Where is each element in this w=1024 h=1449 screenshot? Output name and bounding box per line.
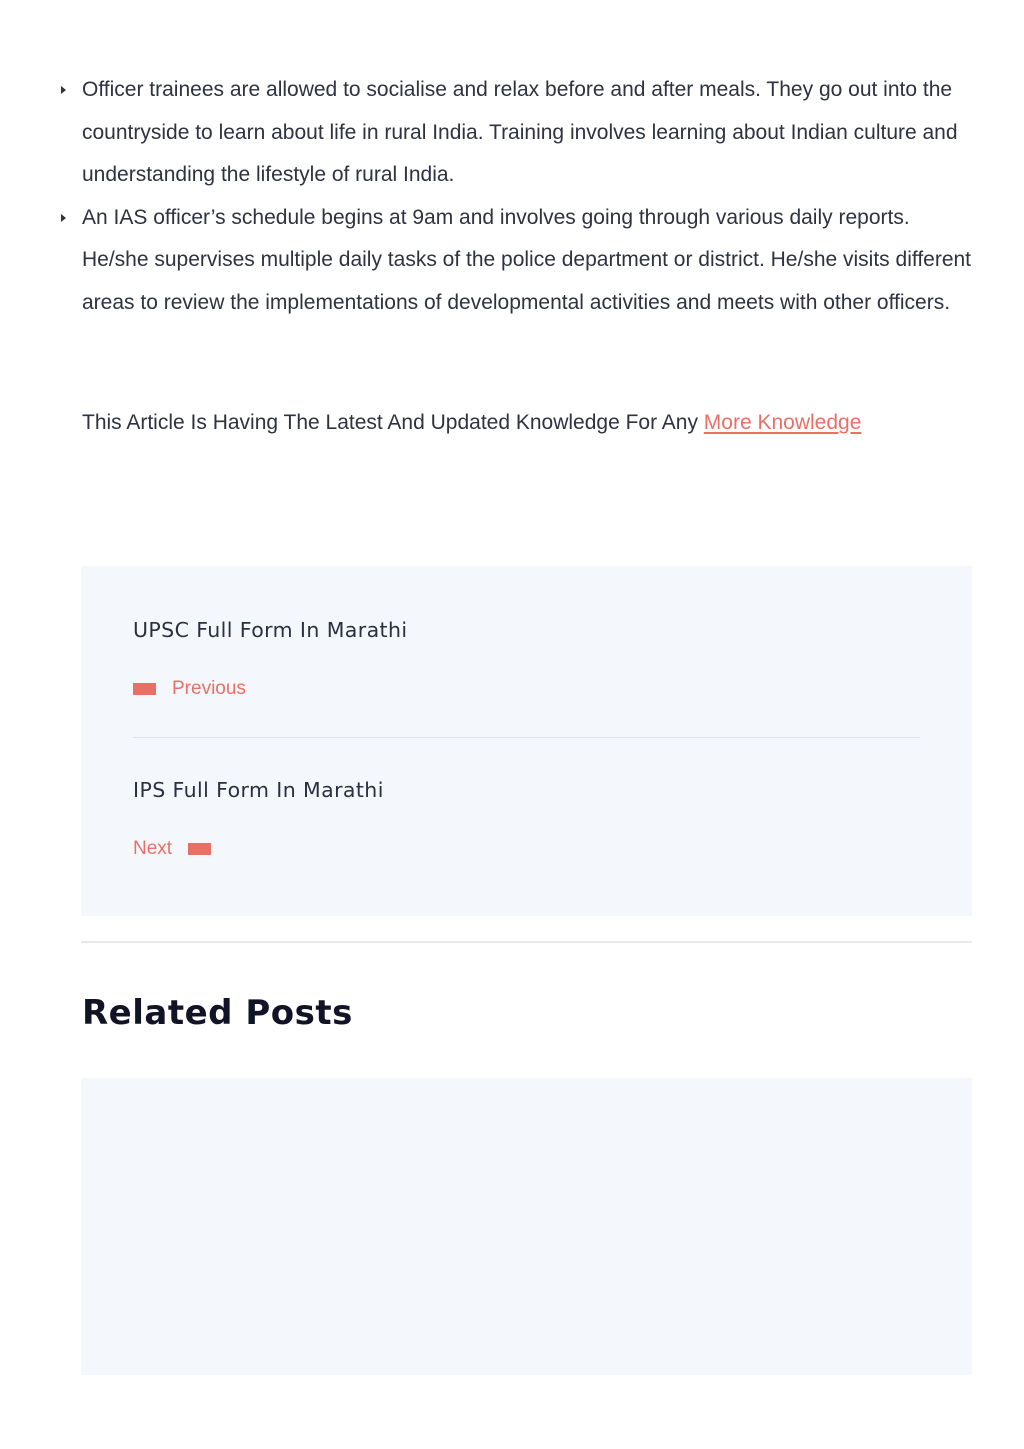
previous-post-link[interactable] (133, 678, 246, 700)
more-knowledge-link[interactable]: More Knowledge (703, 411, 862, 434)
list-item-text: An IAS officer’s schedule begins at 9am and involves going through various daily reports. He/she supervises multiple daily tasks of the police department or district. He/she visits different areas to review the implementations of developmental activities and meets with other officers. (82, 205, 972, 314)
triangle-bullet-icon (61, 214, 66, 222)
related-posts-heading: Related Posts (82, 993, 353, 1033)
list-item-text: Officer trainees are allowed to socialise and relax before and after meals. They go out into the countryside to learn about life in rural India. Training involves learning about Indian culture and understanding the lifestyle of rural India. (82, 78, 958, 187)
arrow-left-icon (133, 683, 156, 695)
post-navigation (81, 566, 972, 916)
previous-post-title[interactable]: UPSC Full Form In Marathi (133, 618, 408, 642)
next-post-link[interactable] (133, 838, 211, 860)
closing-text: This Article Is Having The Latest And Updated Knowledge For Any (82, 411, 704, 434)
list-item (82, 197, 972, 325)
previous-label: Previous (172, 678, 246, 699)
arrow-right-icon (188, 843, 211, 855)
closing-paragraph (82, 402, 922, 445)
list-item (82, 69, 972, 197)
nav-divider (133, 737, 920, 738)
bullet-list (82, 69, 972, 325)
next-label: Next (133, 838, 173, 859)
triangle-bullet-icon (61, 86, 66, 94)
section-divider (81, 941, 972, 943)
related-posts-panel (81, 1078, 972, 1375)
next-post-title[interactable]: IPS Full Form In Marathi (133, 778, 384, 802)
